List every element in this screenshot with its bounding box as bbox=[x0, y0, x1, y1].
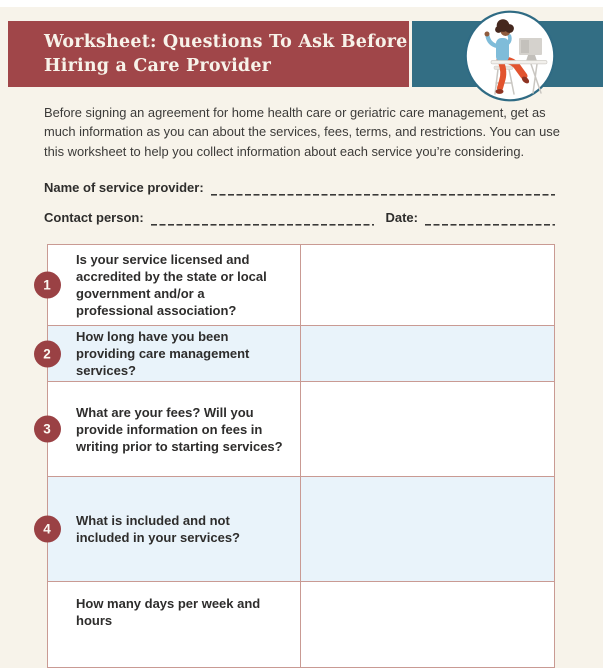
answer-cell bbox=[301, 326, 554, 381]
question-cell bbox=[48, 382, 301, 476]
date-label: Date: bbox=[385, 210, 418, 225]
provider-label: Name of service provider: bbox=[44, 180, 204, 195]
question-cell bbox=[48, 582, 301, 667]
question-number: 3 bbox=[43, 421, 51, 437]
question-text: Is your service licensed and accredited by the state or local government and/or a professional association? bbox=[76, 252, 267, 318]
person-at-computer-icon bbox=[464, 10, 556, 102]
contact-blank-line bbox=[151, 210, 375, 226]
question-cell bbox=[48, 477, 301, 581]
person-at-computer-illustration bbox=[464, 10, 556, 102]
page-title-line1: Worksheet: Questions To Ask Before bbox=[44, 32, 408, 52]
date-blank-line bbox=[425, 210, 555, 226]
question-number-badge bbox=[34, 272, 61, 299]
page-top-margin bbox=[0, 0, 603, 7]
page-title bbox=[8, 21, 409, 78]
question-row-5 bbox=[48, 582, 554, 667]
question-number-badge bbox=[34, 516, 61, 543]
answer-cell bbox=[301, 477, 554, 581]
question-text: What are your fees? Will you provide information on fees in writing prior to starting services? bbox=[76, 404, 283, 454]
provider-field-row bbox=[44, 179, 555, 196]
answer-cell bbox=[301, 582, 554, 667]
provider-blank-line bbox=[211, 180, 555, 196]
question-text: How long have you been providing care management services? bbox=[76, 329, 250, 378]
question-text: What is included and not included in your services? bbox=[76, 513, 240, 545]
question-number-badge bbox=[34, 416, 61, 443]
question-row-4 bbox=[43, 477, 554, 582]
contact-label: Contact person: bbox=[44, 210, 144, 225]
question-number-badge bbox=[34, 340, 61, 367]
contact-date-field-row bbox=[44, 209, 555, 226]
question-row-1 bbox=[43, 245, 554, 326]
intro-paragraph: Before signing an agreement for home health care or geriatric care management, get as much information as you can about the services, fees, terms, and restrictions. You can use this worksheet to help you collect information about each service you’re considering. bbox=[44, 105, 560, 159]
question-cell bbox=[48, 326, 301, 381]
questions-table bbox=[43, 244, 555, 668]
question-row-3 bbox=[43, 382, 554, 477]
answer-cell bbox=[301, 382, 554, 476]
title-banner bbox=[8, 21, 409, 87]
question-text: How many days per week and hours bbox=[76, 596, 261, 628]
question-number: 4 bbox=[43, 521, 51, 537]
question-number: 1 bbox=[43, 277, 51, 293]
question-row-2 bbox=[43, 326, 554, 382]
page-title-line2: Hiring a Care Provider bbox=[44, 55, 272, 76]
question-cell bbox=[48, 245, 301, 325]
question-number: 2 bbox=[43, 346, 51, 361]
answer-cell bbox=[301, 245, 554, 325]
